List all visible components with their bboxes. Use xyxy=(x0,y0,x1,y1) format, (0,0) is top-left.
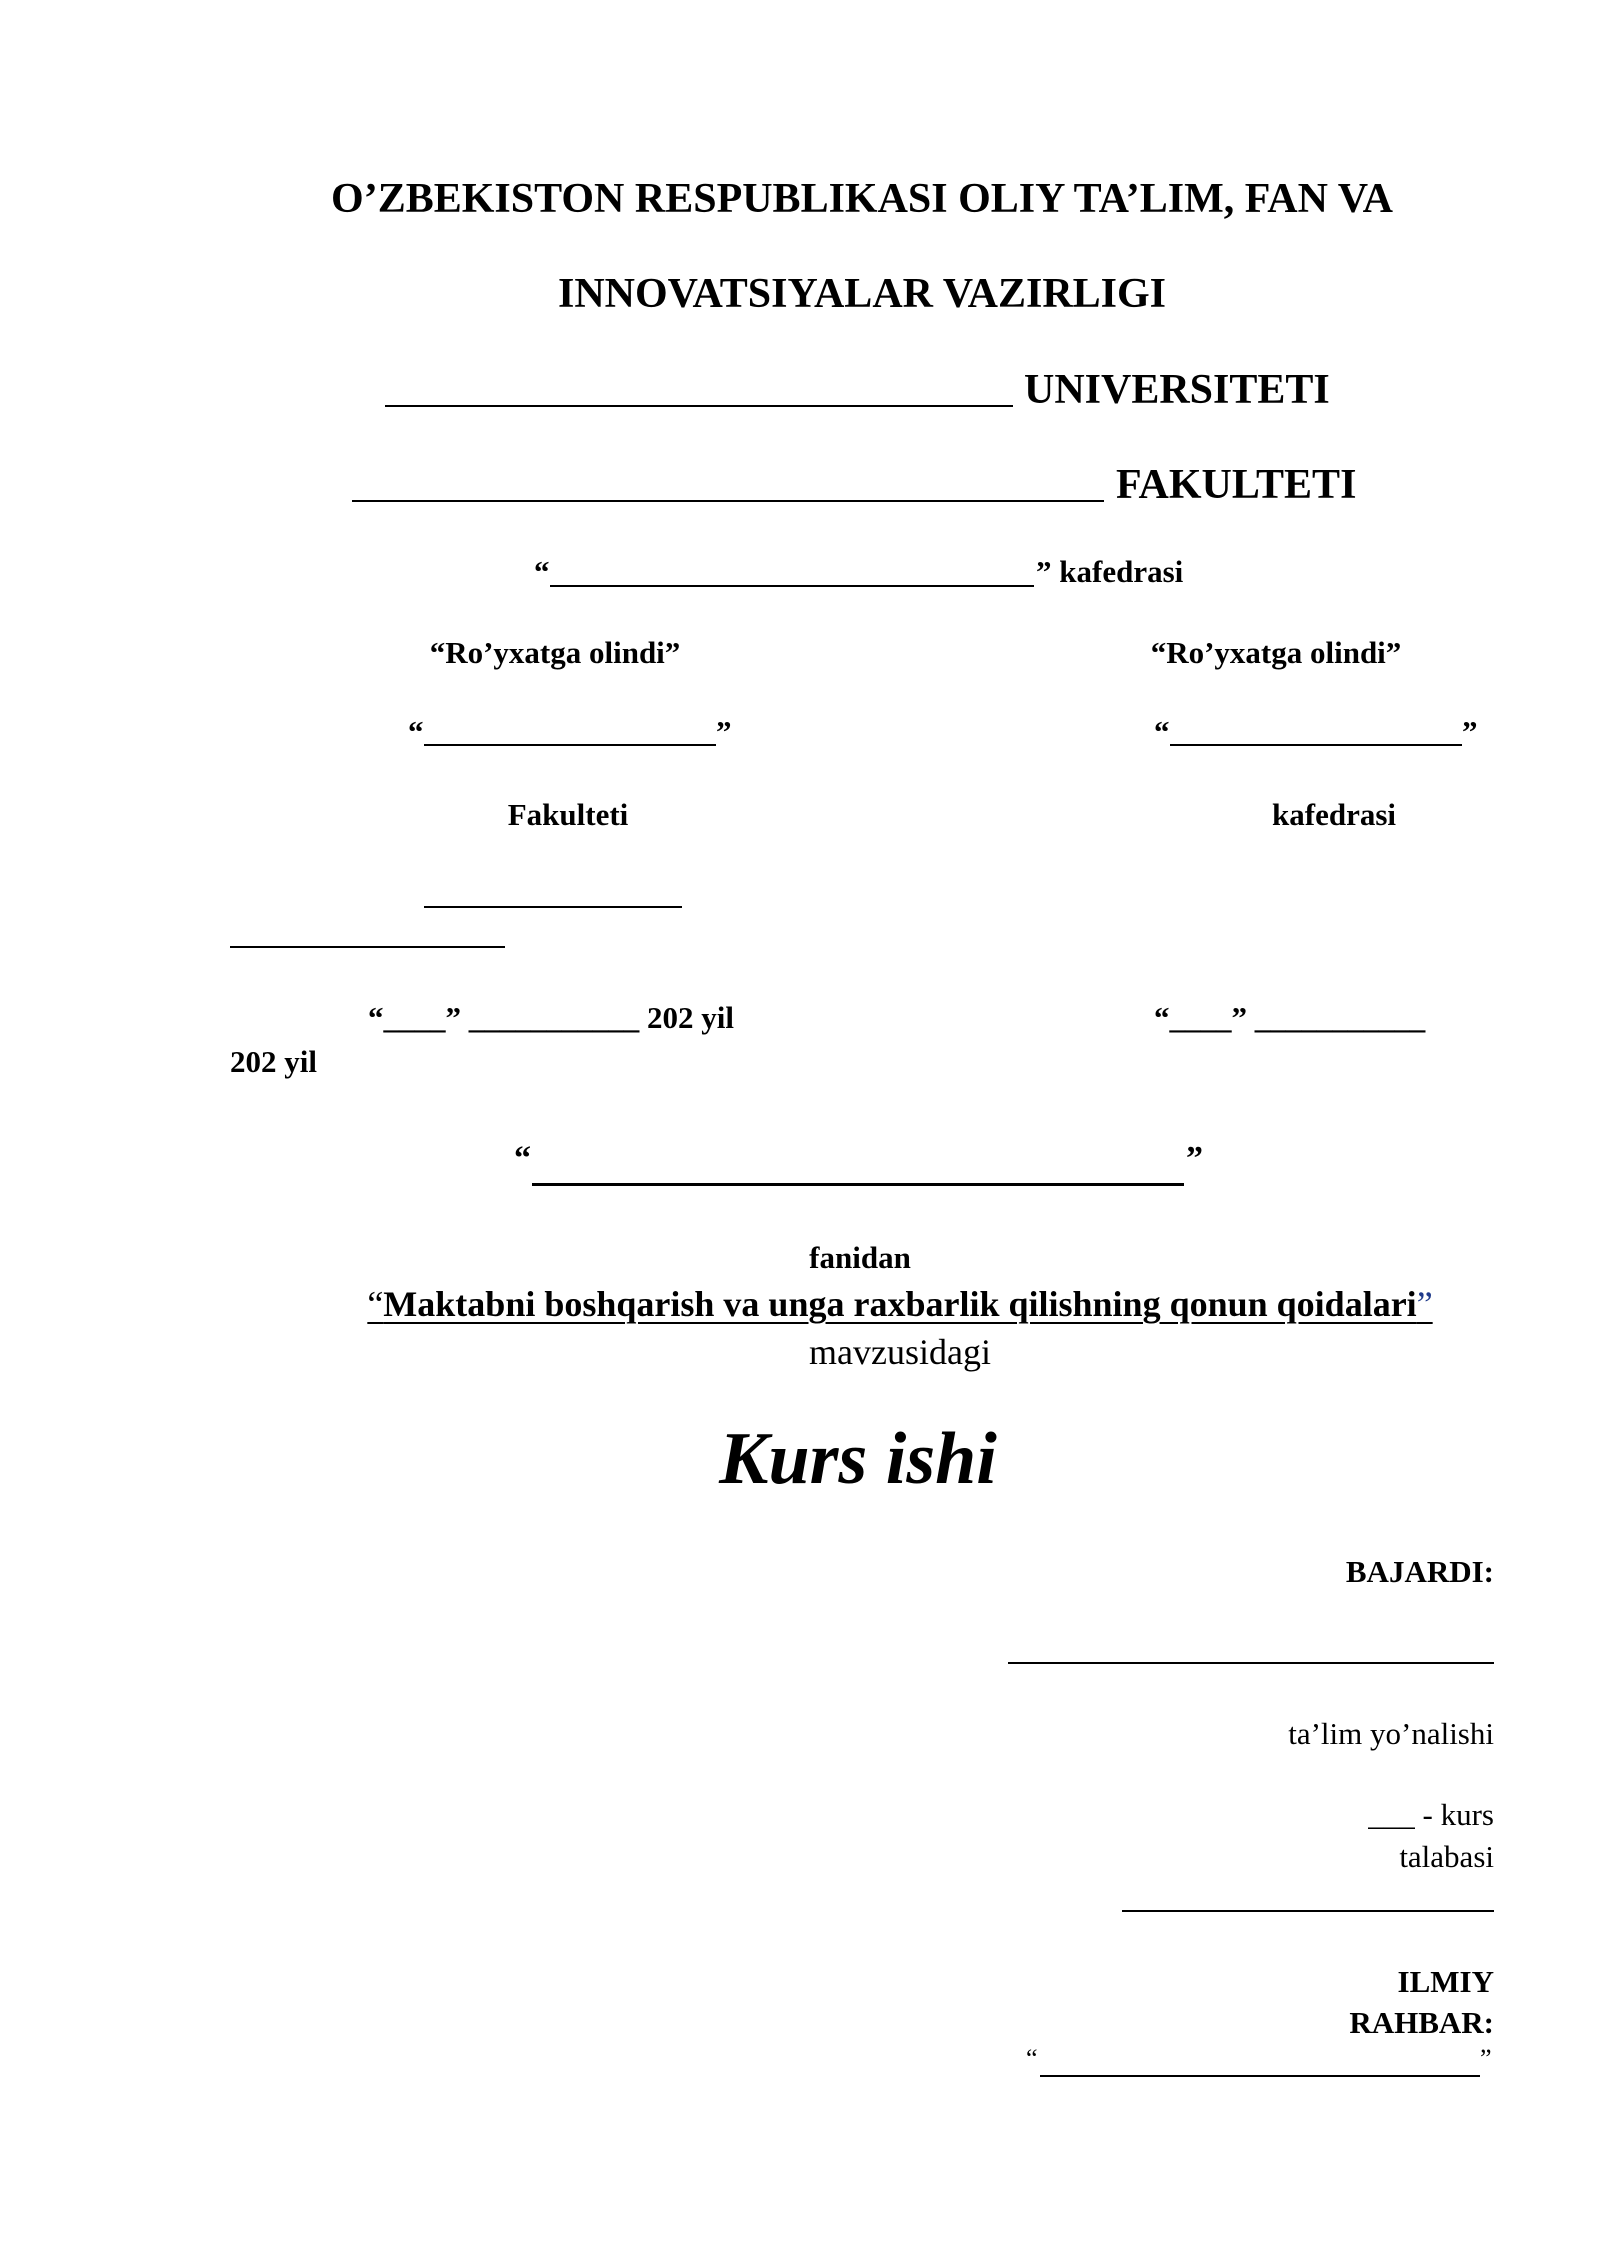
ministry-title-line1: O’ZBEKISTON RESPUBLIKASI OLIY TA’LIM, FAN VA xyxy=(331,176,1393,222)
subject-fanidan: fanidan xyxy=(809,1240,911,1275)
faculty-name-blank[interactable] xyxy=(352,500,1104,502)
subject-mavzusidagi: mavzusidagi xyxy=(809,1332,991,1372)
subject-open-quote: “ xyxy=(514,1140,531,1177)
faculty-label: FAKULTETI xyxy=(1116,462,1357,508)
registration-right-label: kafedrasi xyxy=(1272,797,1396,832)
performer-direction-label: ta’lim yo’nalishi xyxy=(1288,1716,1494,1751)
registration-right-blank[interactable] xyxy=(1170,744,1462,746)
department-name-blank[interactable] xyxy=(550,585,1034,587)
registration-right-date: “____” ___________ xyxy=(1154,1000,1426,1035)
registration-left-open-quote: “ xyxy=(408,714,424,749)
registration-right-open-quote: “ xyxy=(1154,714,1170,749)
registration-right-heading: “Ro’yxatga olindi” xyxy=(1150,635,1402,670)
performer-name-blank[interactable] xyxy=(1008,1662,1494,1664)
topic-close-quote: ” xyxy=(1416,1284,1433,1324)
topic-text: Maktabni boshqarish va unga raxbarlik qilishning qonun qoidalari xyxy=(383,1284,1417,1324)
registration-left-date: “____” ___________ 202 yil xyxy=(368,1000,734,1035)
university-name-blank[interactable] xyxy=(385,405,1013,407)
topic-open-quote: “ xyxy=(367,1284,384,1324)
performer-extra-blank[interactable] xyxy=(1122,1910,1494,1912)
performer-heading: BAJARDI: xyxy=(1345,1554,1494,1589)
performer-course-label: ___ - kurs xyxy=(1368,1797,1494,1832)
supervisor-heading-line1: ILMIY xyxy=(1397,1964,1494,1999)
ministry-title-line2: INNOVATSIYALAR VAZIRLIGI xyxy=(557,271,1167,317)
registration-left-close-quote: ” xyxy=(716,714,732,749)
registration-right-year: 202 yil xyxy=(230,1044,317,1079)
performer-student-label: talabasi xyxy=(1399,1839,1494,1874)
registration-right-close-quote: ” xyxy=(1462,714,1478,749)
supervisor-open-quote: “ xyxy=(1026,2044,1038,2073)
registration-left-heading: “Ro’yxatga olindi” xyxy=(429,635,681,670)
department-suffix: ” kafedrasi xyxy=(1036,554,1184,589)
department-open-quote: “ xyxy=(534,554,550,589)
supervisor-heading-line2: RAHBAR: xyxy=(1349,2005,1494,2040)
registration-left-blank[interactable] xyxy=(424,744,716,746)
registration-left-label: Fakulteti xyxy=(507,797,629,832)
registration-right-signature-line[interactable] xyxy=(230,946,505,948)
supervisor-close-quote: ” xyxy=(1480,2044,1492,2073)
university-label: UNIVERSITETI xyxy=(1024,367,1330,413)
subject-name-blank[interactable] xyxy=(532,1183,1184,1186)
registration-left-signature-line[interactable] xyxy=(424,906,682,908)
supervisor-name-blank[interactable] xyxy=(1040,2075,1480,2077)
subject-close-quote: ” xyxy=(1186,1140,1203,1177)
document-title: Kurs ishi xyxy=(719,1418,997,1500)
course-work-topic xyxy=(367,1286,1432,1322)
